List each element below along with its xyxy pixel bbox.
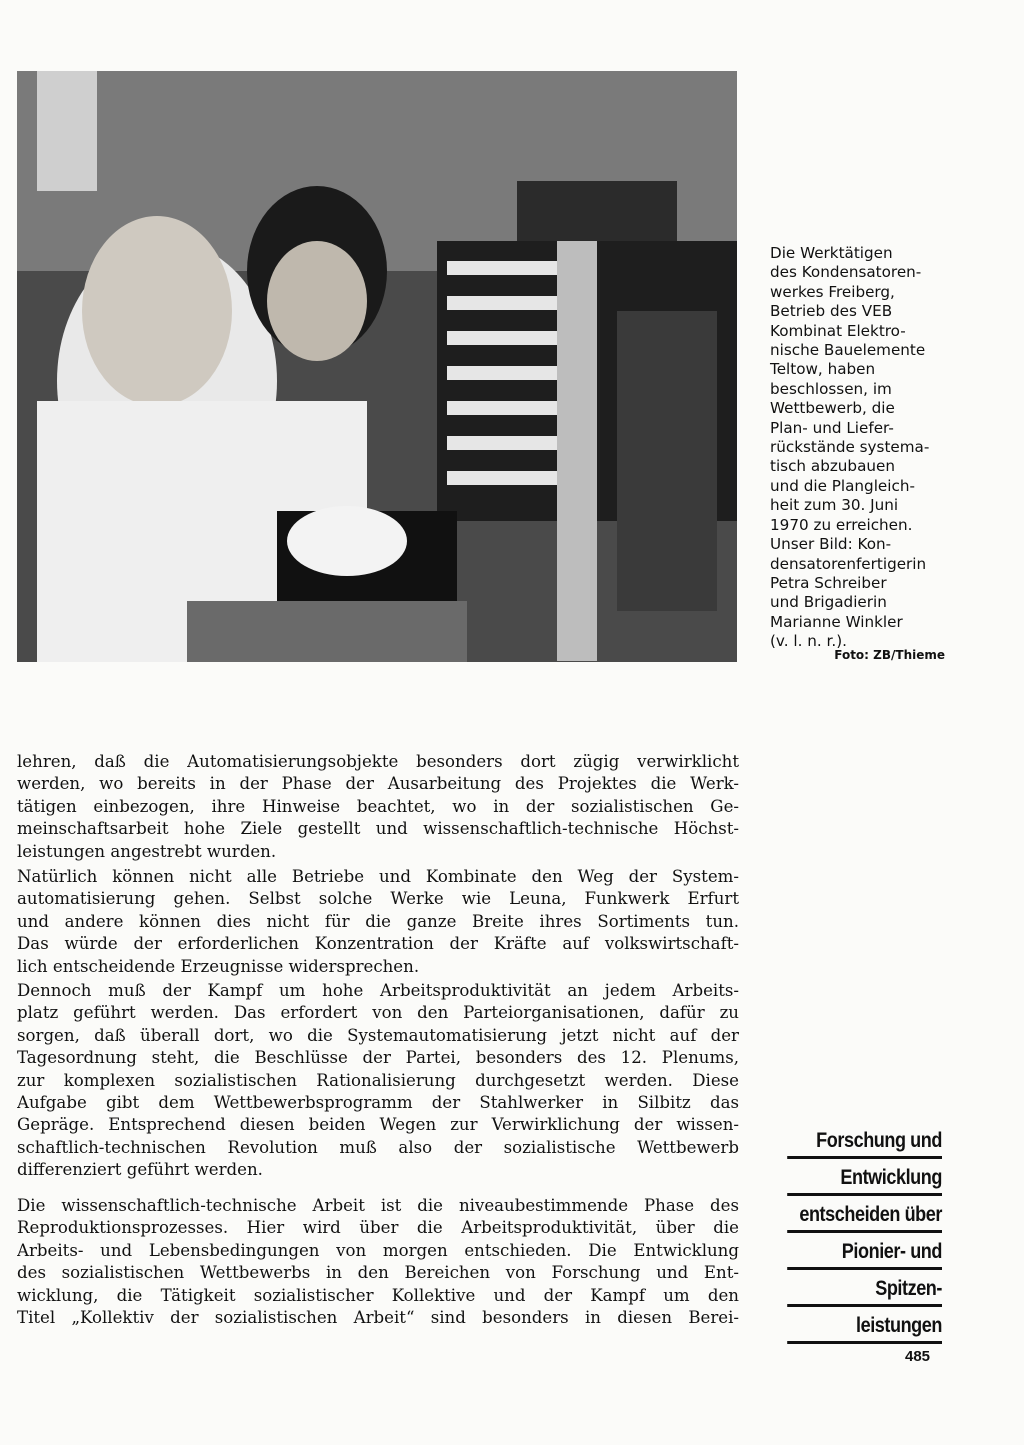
caption-line: Teltow, haben [770,360,876,379]
caption-line: Kombinat Elektro- [770,321,906,340]
text-line: lehren, daß die Automatisierungsobjekte besonders dort zügig verwirklicht [17,752,739,771]
paragraph-1 [17,751,739,863]
text-line: schaftlich-technischen Revolution muß also der sozialistische Wettbewerb [17,1137,739,1157]
text-line: Aufgabe gibt dem Wettbewerbsprogramm der Stahlwerker in Silbitz das [17,1093,739,1113]
caption-line: nische Bauelemente [770,341,926,360]
text-line: Tagesordnung steht, die Beschlüsse der Partei, besonders des 12. Plenums, [17,1048,739,1068]
text-line: platz geführt werden. Das erfordert von den Parteiorganisationen, dafür zu [17,1003,739,1023]
heading-line: Pionier- und [787,1237,942,1270]
text-line: Die wissenschaftlich-technische Arbeit ist die niveaubestimmende Phase des [17,1196,739,1215]
margin-heading [762,1126,942,1348]
text-line: tätigen einbezogen, ihre Hinweise beachtet, wo in der sozialistischen Ge- [17,796,739,816]
heading-line: Forschung und [787,1126,942,1159]
caption-line: und die Plangleich- [770,476,915,495]
caption-line: Unser Bild: Kon- [770,535,892,554]
caption-line: beschlossen, im [770,379,892,398]
text-line: leistungen angestrebt wurden. [17,841,277,861]
caption-line: des Kondensatoren- [770,263,922,282]
photo-caption [770,244,950,652]
photograph [17,71,737,662]
text-line: sorgen, daß überall dort, wo die Systemautomatisierung jetzt nicht auf der [17,1025,739,1045]
heading-line: entscheiden über [787,1200,942,1233]
paragraph-3 [17,980,739,1182]
caption-line: tisch abzubauen [770,457,895,476]
text-line: Gepräge. Entsprechend diesen beiden Wegen zur Verwirklichung der wissen- [17,1115,739,1135]
text-line: automatisierung gehen. Selbst solche Werke wie Leuna, Funkwerk Erfurt [17,889,739,909]
caption-line: und Brigadierin [770,593,887,612]
paragraph-4 [17,1195,739,1329]
photo-credit: Foto: ZB/Thieme [834,648,945,662]
heading-line: Entwicklung [787,1163,942,1196]
text-line: zur komplexen sozialistischen Rationalisierung durchgesetzt werden. Diese [17,1070,739,1090]
text-line: Arbeits- und Lebensbedingungen von morgen entschieden. Die Entwicklung [17,1240,739,1260]
caption-line: heit zum 30. Juni [770,496,899,515]
text-line: werden, wo bereits in der Phase der Ausarbeitung des Projektes die Werk- [17,774,739,794]
caption-line: densatorenfertigerin [770,554,927,573]
caption-line: Petra Schreiber [770,573,887,592]
caption-line: Die Werktätigen [770,244,893,262]
page-number: 485 [905,1348,931,1365]
paragraph-2 [17,866,739,978]
caption-line: rückstände systema- [770,438,930,457]
heading-line: Spitzen- [787,1274,942,1307]
text-line: Reproduktionsprozesses. Hier wird über die Arbeitsproduktivität, über die [17,1218,739,1238]
text-line: des sozialistischen Wettbewerbs in den Bereichen von Forschung und Ent- [17,1263,739,1283]
caption-line: werkes Freiberg, [770,282,895,301]
caption-line: Wettbewerb, die [770,399,895,418]
text-line: lich entscheidende Erzeugnisse widersprechen. [17,956,420,976]
caption-line: Marianne Winkler [770,612,903,631]
text-line: wicklung, die Tätigkeit sozialistischer Kollektive und der Kampf um den [17,1285,739,1305]
text-line: differenziert geführt werden. [17,1160,263,1180]
heading-line: leistungen [787,1311,942,1344]
text-line: und andere können dies nicht für die ganze Breite ihres Sortiments tun. [17,911,739,931]
caption-line: Plan- und Liefer- [770,418,894,437]
caption-line: 1970 zu erreichen. [770,515,913,534]
caption-line: Betrieb des VEB [770,302,893,321]
caption-line: (v. l. n. r.). [770,632,847,651]
text-line: meinschaftsarbeit hohe Ziele gestellt und wissenschaftlich-technische Höchst- [17,819,739,839]
text-line: Das würde der erforderlichen Konzentration der Kräfte auf volkswirtschaft- [17,934,739,954]
text-line: Natürlich können nicht alle Betriebe und Kombinate den Weg der System- [17,867,739,886]
text-line: Titel „Kollektiv der sozialistischen Arbeit“ sind besonders in diesen Berei- [17,1308,739,1328]
text-line: Dennoch muß der Kampf um hohe Arbeitsproduktivität an jedem Arbeits- [17,981,739,1000]
